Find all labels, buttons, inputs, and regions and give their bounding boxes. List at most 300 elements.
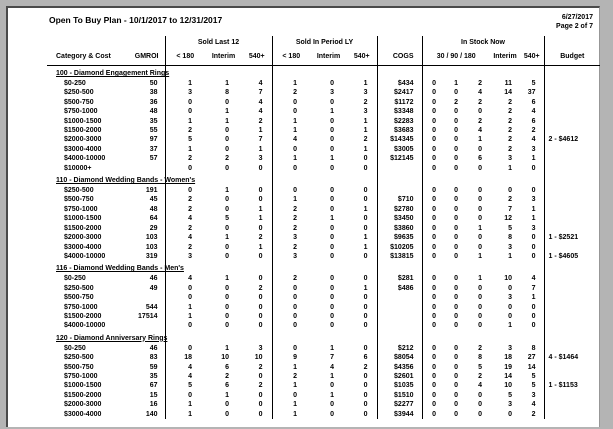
- sold-last12-540-cell: 1: [242, 214, 272, 223]
- table-row: [47, 195, 600, 204]
- sold-last12-540-cell: 0: [242, 303, 272, 312]
- sold-ly-interim-cell: 3: [330, 89, 334, 97]
- cogs-cell: $3450: [377, 214, 422, 223]
- budget-cell: [544, 391, 600, 400]
- instock-90-cell: 0: [454, 224, 458, 232]
- sold-last12-540-cell: 0: [242, 252, 272, 261]
- sold-ly-interim-cell: 0: [330, 275, 334, 283]
- instock-180-cell: 0: [478, 243, 482, 251]
- cogs-cell: $2277: [377, 400, 422, 409]
- instock-180-cell: 1: [478, 224, 482, 232]
- sold-last12-lt180-cell: 2: [188, 243, 192, 251]
- instock-540-cell: 5: [520, 381, 544, 390]
- sold-last12-540-cell: 3: [242, 344, 272, 353]
- sold-last12-lt180-cell: 2: [188, 196, 192, 204]
- gmroi-cell: 38: [130, 88, 165, 97]
- instock-90-cell: 0: [454, 187, 458, 195]
- col-isn-540: 540+: [520, 48, 544, 66]
- instock-540-cell: 4: [520, 107, 544, 116]
- report-page: [6, 6, 600, 427]
- sold-ly-lt180-cell: 1: [293, 382, 297, 390]
- table-row: [47, 233, 600, 242]
- table-row: [47, 353, 600, 362]
- sold-ly-interim-cell: 0: [330, 382, 334, 390]
- instock-interim-cell: 10: [504, 382, 512, 390]
- table-row: [47, 252, 600, 261]
- budget-cell: [544, 107, 600, 116]
- instock-interim-cell: 12: [504, 215, 512, 223]
- sold-ly-lt180-cell: 4: [293, 136, 297, 144]
- sold-last12-lt180-cell: 0: [188, 322, 192, 330]
- instock-interim-cell: 3: [508, 344, 512, 352]
- sold-ly-interim-cell: 0: [330, 205, 334, 213]
- table-row: [47, 135, 600, 144]
- instock-30-cell: 0: [432, 98, 436, 106]
- sold-last12-interim-cell: 0: [225, 98, 229, 106]
- sold-ly-lt180-cell: 1: [293, 401, 297, 409]
- instock-30-cell: 0: [432, 136, 436, 144]
- sold-last12-540-cell: 7: [242, 88, 272, 97]
- instock-30-cell: 0: [432, 108, 436, 116]
- category-cell: $0-250: [64, 344, 86, 352]
- sold-last12-interim-cell: 0: [225, 284, 229, 292]
- sold-last12-interim-cell: 0: [225, 322, 229, 330]
- sold-last12-540-cell: 1: [242, 243, 272, 252]
- instock-540-cell: 0: [520, 186, 544, 195]
- budget-cell: [544, 344, 600, 353]
- table-row: [47, 154, 600, 163]
- instock-180-cell: 0: [478, 312, 482, 320]
- instock-interim-cell: 14: [504, 89, 512, 97]
- sold-ly-lt180-cell: 0: [293, 312, 297, 320]
- instock-interim-cell: 2: [508, 145, 512, 153]
- category-cell: $2000-3000: [64, 234, 102, 242]
- section-header-label: 120 - Diamond Anniversary Rings: [47, 331, 165, 344]
- sold-last12-540-cell: 0: [242, 312, 272, 321]
- instock-90-cell: 1: [454, 80, 458, 87]
- section-spacer: [377, 261, 422, 274]
- category-cell: $10000+: [64, 164, 92, 172]
- budget-cell: [544, 400, 600, 409]
- instock-30-cell: 0: [432, 215, 436, 223]
- budget-cell: [544, 224, 600, 233]
- budget-cell: [544, 274, 600, 283]
- table-row: [47, 381, 600, 390]
- sold-last12-lt180-cell: 2: [188, 224, 192, 232]
- instock-90-cell: 0: [454, 243, 458, 251]
- sold-ly-540-cell: 2: [347, 135, 377, 144]
- table-row: [47, 186, 600, 195]
- gmroi-cell: 57: [130, 154, 165, 163]
- sold-ly-540-cell: 0: [347, 400, 377, 409]
- sold-last12-interim-cell: 0: [225, 294, 229, 302]
- sold-ly-540-cell: 1: [347, 205, 377, 214]
- instock-30-cell: 0: [432, 354, 436, 362]
- sold-ly-540-cell: 0: [347, 164, 377, 173]
- instock-90-cell: 0: [454, 164, 458, 172]
- budget-cell: [544, 293, 600, 302]
- cogs-cell: $2417: [377, 88, 422, 97]
- sold-ly-lt180-cell: 1: [293, 80, 297, 87]
- sold-last12-lt180-cell: 4: [188, 372, 192, 380]
- instock-interim-cell: 3: [508, 155, 512, 163]
- section-spacer: [422, 173, 544, 186]
- instock-540-cell: 5: [520, 79, 544, 88]
- sold-last12-interim-cell: 1: [225, 275, 229, 283]
- cogs-cell: $281: [377, 274, 422, 283]
- instock-interim-cell: 0: [508, 312, 512, 320]
- gmroi-cell: 319: [130, 252, 165, 261]
- instock-90-cell: 0: [454, 312, 458, 320]
- sold-ly-540-cell: 3: [347, 107, 377, 116]
- instock-540-cell: 4: [520, 135, 544, 144]
- instock-540-cell: 4: [520, 400, 544, 409]
- instock-540-cell: 8: [520, 344, 544, 353]
- category-cell: $250-500: [64, 284, 94, 292]
- instock-540-cell: 2: [520, 410, 544, 419]
- instock-interim-cell: 11: [504, 80, 512, 87]
- instock-90-cell: 0: [454, 284, 458, 292]
- budget-cell: [544, 205, 600, 214]
- table-row: [47, 410, 600, 419]
- cogs-cell: $13815: [377, 252, 422, 261]
- table-row: [47, 391, 600, 400]
- sold-last12-interim-cell: 5: [225, 215, 229, 223]
- sold-ly-interim-cell: 0: [330, 234, 334, 242]
- sold-last12-540-cell: 0: [242, 164, 272, 173]
- sold-last12-540-cell: 1: [242, 126, 272, 135]
- sold-last12-interim-cell: 1: [225, 80, 229, 87]
- sold-ly-lt180-cell: 2: [293, 205, 297, 213]
- instock-interim-cell: 1: [508, 322, 512, 330]
- instock-interim-cell: 2: [508, 98, 512, 106]
- instock-180-cell: 0: [478, 303, 482, 311]
- sold-last12-interim-cell: 2: [225, 372, 229, 380]
- instock-540-cell: 6: [520, 117, 544, 126]
- gmroi-cell: 45: [130, 195, 165, 204]
- instock-30-cell: 0: [432, 196, 436, 204]
- category-cell: $750-1000: [64, 108, 98, 116]
- instock-180-cell: 0: [478, 322, 482, 330]
- instock-90-cell: 0: [454, 401, 458, 409]
- gmroi-cell: 103: [130, 243, 165, 252]
- instock-180-cell: 0: [478, 234, 482, 242]
- sold-ly-interim-cell: 7: [330, 354, 334, 362]
- instock-180-cell: 1: [478, 275, 482, 283]
- col-category: Category & Cost: [47, 48, 130, 66]
- instock-30-cell: 0: [432, 224, 436, 232]
- sold-ly-interim-cell: 1: [330, 372, 334, 380]
- sold-last12-540-cell: 3: [242, 154, 272, 163]
- gmroi-cell: 83: [130, 353, 165, 362]
- table-row: [47, 79, 600, 88]
- sold-ly-540-cell: 0: [347, 312, 377, 321]
- instock-interim-cell: 2: [508, 108, 512, 116]
- col-sl12-540: 540+: [242, 48, 272, 66]
- instock-interim-cell: 0: [508, 410, 512, 418]
- instock-180-cell: 2: [478, 80, 482, 87]
- sold-ly-interim-cell: 1: [330, 215, 334, 223]
- sold-ly-lt180-cell: 0: [293, 145, 297, 153]
- instock-interim-cell: 7: [508, 205, 512, 213]
- instock-180-cell: 0: [478, 108, 482, 116]
- instock-540-cell: 4: [520, 274, 544, 283]
- sold-last12-lt180-cell: 0: [188, 108, 192, 116]
- section-spacer: [377, 173, 422, 186]
- category-cell: $500-750: [64, 196, 94, 204]
- instock-30-cell: 0: [432, 243, 436, 251]
- sold-last12-lt180-cell: 0: [188, 98, 192, 106]
- group-sold-in-period-ly: Sold In Period LY: [272, 36, 377, 48]
- instock-30-cell: 0: [432, 284, 436, 292]
- sold-ly-lt180-cell: 2: [293, 372, 297, 380]
- gmroi-cell: 16: [130, 400, 165, 409]
- cogs-cell: $710: [377, 195, 422, 204]
- instock-30-cell: 0: [432, 303, 436, 311]
- sold-last12-lt180-cell: 18: [184, 354, 192, 362]
- sold-ly-540-cell: 0: [347, 274, 377, 283]
- instock-180-cell: 4: [478, 127, 482, 135]
- sold-last12-540-cell: 0: [242, 372, 272, 381]
- cogs-cell: $1510: [377, 391, 422, 400]
- cogs-cell: $3005: [377, 145, 422, 154]
- instock-30-cell: 0: [432, 127, 436, 135]
- sold-ly-540-cell: 2: [347, 363, 377, 372]
- gmroi-cell: 59: [130, 363, 165, 372]
- instock-90-cell: 0: [454, 196, 458, 204]
- category-cell: $1000-1500: [64, 382, 102, 390]
- table-row: [47, 312, 600, 321]
- instock-540-cell: 0: [520, 243, 544, 252]
- sold-ly-540-cell: 1: [347, 145, 377, 154]
- sold-ly-interim-cell: 0: [330, 127, 334, 135]
- sold-ly-540-cell: 3: [347, 88, 377, 97]
- cogs-cell: $3860: [377, 224, 422, 233]
- gmroi-cell: [130, 321, 165, 330]
- cogs-cell: $12145: [377, 154, 422, 163]
- sold-last12-540-cell: 0: [242, 391, 272, 400]
- instock-30-cell: 0: [432, 155, 436, 163]
- col-isn-interim: Interim: [490, 48, 520, 66]
- sold-ly-lt180-cell: 0: [293, 344, 297, 352]
- instock-180-cell: 0: [478, 145, 482, 153]
- instock-180-cell: 0: [478, 215, 482, 223]
- sold-ly-lt180-cell: 0: [293, 391, 297, 399]
- instock-90-cell: 0: [454, 382, 458, 390]
- col-ly-under180: < 180: [272, 48, 310, 66]
- sold-last12-interim-cell: 0: [225, 136, 229, 144]
- sold-last12-interim-cell: 0: [225, 224, 229, 232]
- table-row: [47, 400, 600, 409]
- cogs-cell: $486: [377, 284, 422, 293]
- cogs-cell: [377, 164, 422, 173]
- instock-interim-cell: 0: [508, 284, 512, 292]
- instock-540-cell: 0: [520, 252, 544, 261]
- sold-last12-interim-cell: 2: [225, 155, 229, 163]
- sold-last12-interim-cell: 0: [225, 303, 229, 311]
- category-cell: $750-1000: [64, 205, 98, 213]
- section-spacer: [422, 261, 544, 274]
- gmroi-cell: 48: [130, 107, 165, 116]
- cogs-cell: $434: [377, 79, 422, 88]
- sold-ly-interim-cell: 0: [330, 224, 334, 232]
- table-row: [47, 145, 600, 154]
- cogs-cell: $10205: [377, 243, 422, 252]
- sold-ly-interim-cell: 0: [330, 164, 334, 172]
- sold-last12-lt180-cell: 1: [188, 117, 192, 125]
- sold-ly-interim-cell: 0: [330, 303, 334, 311]
- sold-ly-lt180-cell: 1: [293, 196, 297, 204]
- instock-90-cell: 0: [454, 205, 458, 213]
- instock-30-cell: 0: [432, 344, 436, 352]
- cogs-cell: $9635: [377, 233, 422, 242]
- instock-180-cell: 1: [478, 136, 482, 144]
- instock-180-cell: 0: [478, 164, 482, 172]
- instock-90-cell: 0: [454, 145, 458, 153]
- instock-interim-cell: 3: [508, 243, 512, 251]
- group-header-row: [47, 36, 600, 48]
- sold-ly-interim-cell: 0: [330, 243, 334, 251]
- instock-30-cell: 0: [432, 372, 436, 380]
- sold-ly-interim-cell: 0: [330, 98, 334, 106]
- instock-interim-cell: 0: [508, 187, 512, 195]
- gmroi-cell: 140: [130, 410, 165, 419]
- sold-ly-540-cell: 1: [347, 79, 377, 88]
- table-row: [47, 88, 600, 97]
- instock-540-cell: 14: [520, 363, 544, 372]
- sold-last12-interim-cell: 0: [225, 196, 229, 204]
- sold-ly-540-cell: 6: [347, 353, 377, 362]
- category-cell: $4000-10000: [64, 252, 106, 260]
- sold-last12-lt180-cell: 4: [188, 215, 192, 223]
- budget-cell: 2 - $4612: [548, 136, 579, 144]
- cogs-cell: $1172: [377, 98, 422, 107]
- table-row: [47, 243, 600, 252]
- sold-ly-interim-cell: 0: [330, 145, 334, 153]
- instock-30-cell: 0: [432, 410, 436, 418]
- section-header-row: [47, 66, 600, 80]
- sold-last12-lt180-cell: 2: [188, 205, 192, 213]
- sold-last12-interim-cell: 0: [225, 243, 229, 251]
- sold-last12-interim-cell: 1: [225, 344, 229, 352]
- sold-last12-lt180-cell: 0: [188, 164, 192, 172]
- sold-ly-540-cell: 1: [347, 126, 377, 135]
- instock-interim-cell: 5: [508, 224, 512, 232]
- budget-cell: [544, 186, 600, 195]
- category-cell: $2000-3000: [64, 401, 102, 409]
- instock-interim-cell: 2: [508, 127, 512, 135]
- table-row: [47, 303, 600, 312]
- sold-ly-interim-cell: 0: [330, 410, 334, 418]
- section-spacer: [544, 66, 600, 80]
- sold-last12-lt180-cell: 4: [188, 275, 192, 283]
- sold-ly-interim-cell: 0: [330, 196, 334, 204]
- section-header-row: [47, 331, 600, 344]
- category-cell: $500-750: [64, 98, 94, 106]
- table-row: [47, 284, 600, 293]
- instock-90-cell: 0: [454, 108, 458, 116]
- report-page-number: Page 2 of 7: [556, 23, 593, 30]
- cogs-cell: [377, 303, 422, 312]
- category-cell: $750-1000: [64, 303, 98, 311]
- sold-last12-lt180-cell: 4: [188, 234, 192, 242]
- gmroi-cell: 15: [130, 391, 165, 400]
- category-cell: $2000-3000: [64, 136, 102, 144]
- budget-cell: [544, 243, 600, 252]
- sold-last12-540-cell: 2: [242, 363, 272, 372]
- col-aging-30-90-180: 30 / 90 / 180: [422, 48, 490, 66]
- instock-30-cell: 0: [432, 322, 436, 330]
- report-date: 6/27/2017: [561, 14, 593, 21]
- sold-last12-540-cell: 0: [242, 274, 272, 283]
- instock-interim-cell: 3: [508, 294, 512, 302]
- section-spacer: [544, 173, 600, 186]
- sold-last12-lt180-cell: 5: [188, 136, 192, 144]
- sold-last12-540-cell: 0: [242, 400, 272, 409]
- instock-540-cell: 27: [520, 353, 544, 362]
- sold-ly-interim-cell: 0: [330, 252, 334, 260]
- cogs-cell: [377, 312, 422, 321]
- instock-540-cell: 1: [520, 214, 544, 223]
- sold-ly-lt180-cell: 1: [293, 410, 297, 418]
- instock-180-cell: 6: [478, 155, 482, 163]
- section-spacer: [422, 331, 544, 344]
- budget-cell: [544, 195, 600, 204]
- sold-ly-lt180-cell: 1: [293, 155, 297, 163]
- cogs-cell: $2601: [377, 372, 422, 381]
- gmroi-cell: 544: [130, 303, 165, 312]
- sold-last12-540-cell: 2: [242, 381, 272, 390]
- section-spacer: [377, 331, 422, 344]
- sold-last12-interim-cell: 0: [225, 127, 229, 135]
- otb-table-wrap: [47, 36, 600, 419]
- budget-cell: [544, 214, 600, 223]
- instock-90-cell: 0: [454, 136, 458, 144]
- otb-table-body: [47, 66, 600, 420]
- sold-last12-lt180-cell: 0: [188, 294, 192, 302]
- col-ly-interim: Interim: [310, 48, 347, 66]
- sold-last12-540-cell: 0: [242, 321, 272, 330]
- col-sl12-interim: Interim: [205, 48, 242, 66]
- sold-last12-lt180-cell: 3: [188, 252, 192, 260]
- col-cogs: COGS: [377, 48, 422, 66]
- sold-ly-lt180-cell: 1: [293, 363, 297, 371]
- sold-ly-540-cell: 1: [347, 233, 377, 242]
- sold-last12-lt180-cell: 4: [188, 363, 192, 371]
- cogs-cell: $3944: [377, 410, 422, 419]
- table-row: [47, 117, 600, 126]
- sold-last12-540-cell: 2: [242, 233, 272, 242]
- sold-ly-lt180-cell: 0: [293, 98, 297, 106]
- gmroi-cell: 50: [130, 79, 165, 88]
- instock-30-cell: 0: [432, 145, 436, 153]
- sold-last12-interim-cell: 6: [225, 382, 229, 390]
- sold-last12-lt180-cell: 1: [188, 80, 192, 87]
- sold-ly-lt180-cell: 2: [293, 243, 297, 251]
- instock-30-cell: 0: [432, 275, 436, 283]
- instock-interim-cell: 10: [504, 275, 512, 283]
- sold-ly-540-cell: 2: [347, 98, 377, 107]
- section-spacer: [165, 331, 272, 344]
- instock-180-cell: 4: [478, 382, 482, 390]
- sold-last12-lt180-cell: 0: [188, 344, 192, 352]
- sold-last12-interim-cell: 0: [225, 312, 229, 320]
- col-sl12-under180: < 180: [165, 48, 205, 66]
- section-spacer: [544, 331, 600, 344]
- gmroi-cell: 67: [130, 381, 165, 390]
- budget-cell: [544, 117, 600, 126]
- section-header-label: 100 - Diamond Engagement Rings: [47, 66, 165, 80]
